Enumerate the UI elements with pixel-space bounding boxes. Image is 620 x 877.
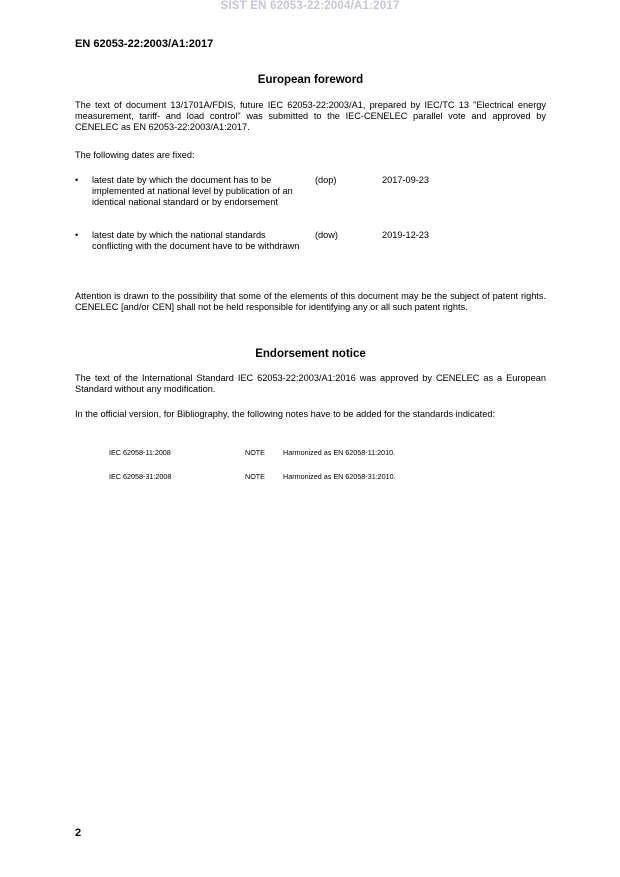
date-item-date: 2019-12-23 [382, 230, 429, 240]
bibliography-text: In the official version, for Bibliography, the following notes have to be added for the standards indicated: [75, 409, 495, 419]
document-id: EN 62053-22:2003/A1:2017 [75, 38, 214, 50]
note-ref: IEC 62058-11:2008 [109, 448, 171, 457]
note-text: Harmonized as EN 62058-31:2010. [283, 472, 396, 481]
patent-notice: Attention is drawn to the possibility that some of the elements of this document may be the subject of patent rights. CENELEC [and/or CEN] shall not be held responsible for identifying any or all such patent rights. [75, 291, 546, 312]
bullet-icon: • [75, 175, 79, 185]
bullet-icon: • [75, 230, 79, 240]
endorsement-heading: Endorsement notice [255, 348, 366, 360]
note-text: Harmonized as EN 62058-11:2010. [283, 448, 396, 457]
note-ref: IEC 62058-31:2008 [109, 472, 172, 481]
date-item-text: latest date by which the document has to be implemented at national level by publication of an identical national standard or by endorsement [92, 175, 293, 207]
watermark: SIST EN 62053-22:2004/A1:2017 [220, 0, 400, 12]
page-number: 2 [75, 827, 82, 839]
note-label: NOTE [245, 448, 265, 457]
date-item-code: (dow) [315, 230, 338, 240]
date-item-text: latest date by which the national standards conflicting with the document have to be withdrawn [92, 230, 300, 251]
date-item-date: 2017-09-23 [382, 175, 429, 185]
endorsement-text: The text of the International Standard IEC 62053-22:2003/A1:2016 was approved by CENELEC as a European Standard without any modification. [75, 373, 546, 394]
dates-intro: The following dates are fixed: [75, 150, 195, 160]
foreword-intro: The text of document 13/1701A/FDIS, future IEC 62053-22:2003/A1, prepared by IEC/TC 13 "Electrical energy measurement, tariff- and load control" was submitted to the IEC-CENELEC parallel vote and approved by CENELEC as EN 62053-22:2003/A1:2017. [75, 100, 546, 132]
foreword-heading: European foreword [257, 74, 364, 86]
note-label: NOTE [245, 472, 265, 481]
date-item-code: (dop) [315, 175, 337, 185]
